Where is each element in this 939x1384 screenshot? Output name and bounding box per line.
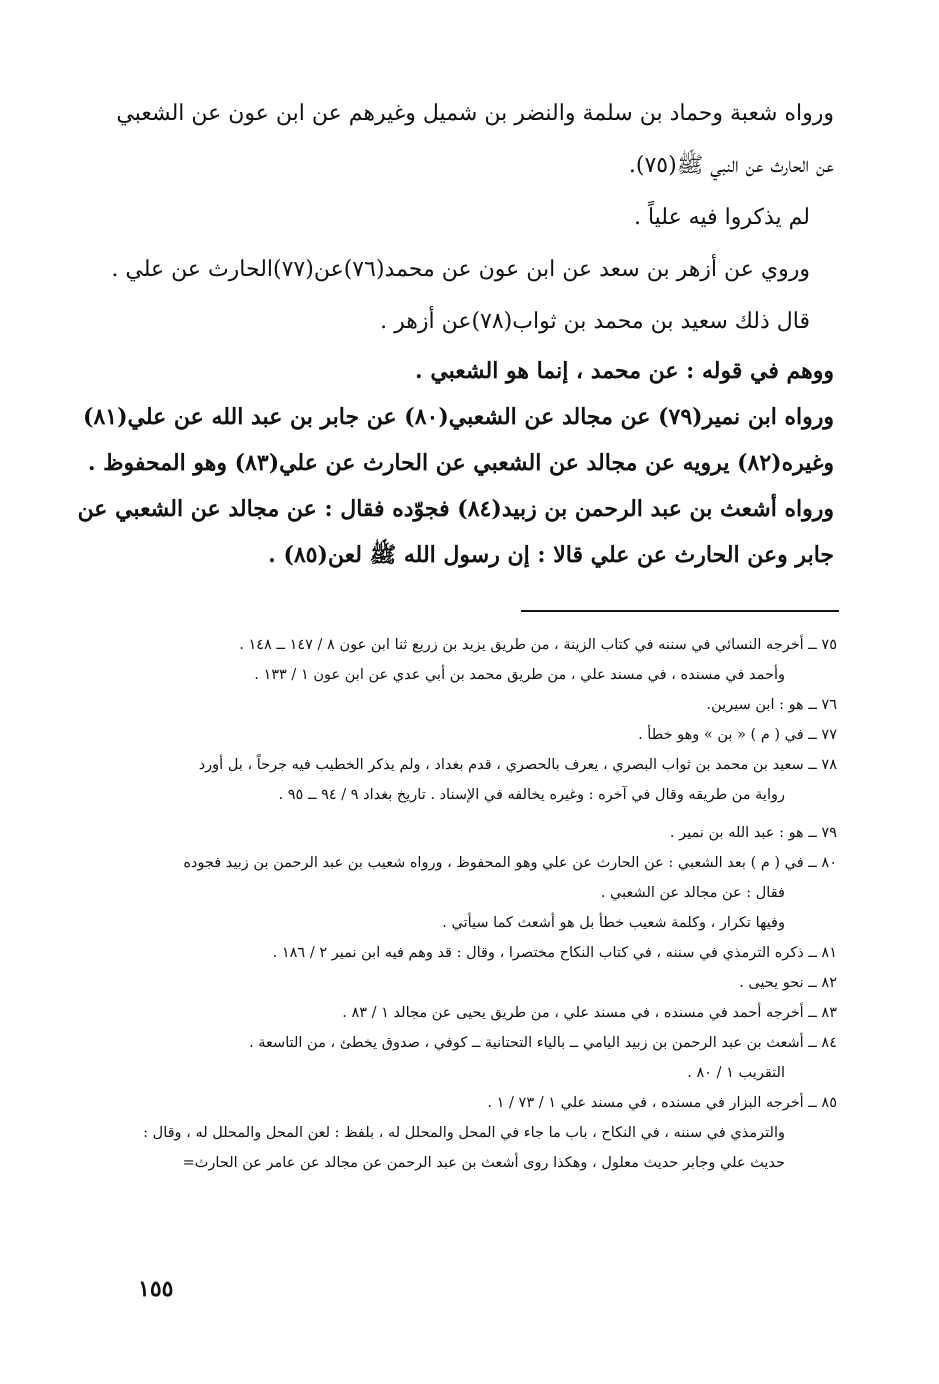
- footnote-78: ٧٨ ــ سعيد بن محمد بن ثواب البصري ، يعرف بالحصري ، قدم بغداد ، ولم يذكر الخطيب فيه جرحاً ، بل أورد: [198, 757, 837, 773]
- footnote-85: ٨٥ ــ أخرجه البزار في مسنده ، في مسند علي ١ / ٧٣ / ١ .: [487, 1095, 837, 1111]
- main-line: ورواه أشعث بن عبد الرحمن بن زبيد(٨٤) فجوّده فقال : عن مجالد عن الشعبي عن: [77, 496, 834, 522]
- main-line: وغيره(٨٢) يرويه عن مجالد عن الشعبي عن الحارث عن علي(٨٣) وهو المحفوظ .: [87, 450, 834, 476]
- footnote-81: ٨١ ــ ذكره الترمذي في سننه ، في كتاب النكاح مختصرا ، وقال : قد وهم فيه ابن نمير ٢ / ١٨٦ .: [272, 945, 837, 961]
- footnote-76: ٧٦ ــ هو : ابن سيرين.: [706, 697, 837, 713]
- footnote-83: ٨٣ ــ أخرجه أحمد في مسنده ، في مسند علي ، من طريق يحيى عن مجالد ١ / ٨٣ .: [342, 1005, 837, 1021]
- footnote-75: ٧٥ ــ أخرجه النسائي في سننه في كتاب الزينة ، من طريق يزيد بن زريع ثنا ابن عون ٨ / ١٤٧ ــ ١٤٨ .: [239, 637, 837, 653]
- footnote-84: ٨٤ ــ أشعث بن عبد الرحمن بن زبيد اليامي ــ بالياء التحتانية ــ كوفي ، صدوق يخطئ ، من التاسعة .: [249, 1035, 837, 1051]
- main-line: لم يذكروا فيه علياً .: [633, 205, 810, 230]
- footnote-78-continuation: رواية من طريقه وقال في آخره : وغيره يخالفه في الإسناد . تاريخ بغداد ٩ / ٩٤ ــ ٩٥ .: [278, 787, 785, 803]
- main-line: وروي عن أزهر بن سعد عن ابن عون عن محمد(٧٦)عن(٧٧)الحارث عن علي .: [111, 257, 810, 282]
- footnote-79: ٧٩ ــ هو : عبد الله بن نمير .: [669, 825, 837, 841]
- footnote-75-continuation: وأحمد في مسنده ، في مسند علي ، من طريق محمد بن أبي عدي عن ابن عون ١ / ١٣٣ .: [254, 667, 785, 683]
- footnotes: [140, 630, 837, 1178]
- main-text: [77, 88, 834, 578]
- footnote-77: ٧٧ ــ في ( م ) « بن » وهو خطأ .: [638, 727, 837, 743]
- footnote-84-continuation: التقريب ١ / ٨٠ .: [687, 1065, 785, 1081]
- footnote-80-continuation: فقال : عن مجالد عن الشعبي .: [600, 885, 785, 901]
- main-line: ورواه شعبة وحماد بن سلمة والنضر بن شميل وغيرهم عن ابن عون عن الشعبي: [116, 101, 834, 126]
- footnote-85-continuation: حديث علي وجابر حديث معلول ، وهكذا روى أشعث بن عبد الرحمن عن مجالد عن عامر عن الحارث=: [182, 1155, 785, 1171]
- footnote-80-continuation: وفيها تكرار ، وكلمة شعيب خطأ بل هو أشعث كما سيأتي .: [442, 915, 785, 931]
- main-line: عن الحارث عن النبي ﷺ(٧٥).: [628, 153, 834, 178]
- footnote-85-continuation: والترمذي في سننه ، في النكاح ، باب ما جاء في المحل والمحلل له ، بلفظ : لعن المحل والمحلل له ، وقال :: [143, 1125, 785, 1141]
- page-number: ١٥٥: [138, 1276, 174, 1302]
- main-line: قال ذلك سعيد بن محمد بن ثواب(٧٨)عن أزهر .: [380, 309, 810, 334]
- main-line: ورواه ابن نمير(٧٩) عن مجالد عن الشعبي(٨٠) عن جابر بن عبد الله عن علي(٨١): [83, 404, 834, 430]
- footnote-80: ٨٠ ــ في ( م ) بعد الشعبي : عن الحارث عن علي وهو المحفوظ ، ورواه شعيب بن عبد الرحمن بن زبيد فجوده: [183, 855, 837, 871]
- main-line: جابر وعن الحارث عن علي قالا : إن رسول الله ﷺ لعن(٨٥) .: [268, 542, 834, 568]
- footnote-82: ٨٢ ــ نحو يحيى .: [739, 975, 837, 991]
- footnote-divider: [521, 610, 839, 612]
- main-line: ووهم في قوله : عن محمد ، إنما هو الشعبي .: [415, 358, 834, 384]
